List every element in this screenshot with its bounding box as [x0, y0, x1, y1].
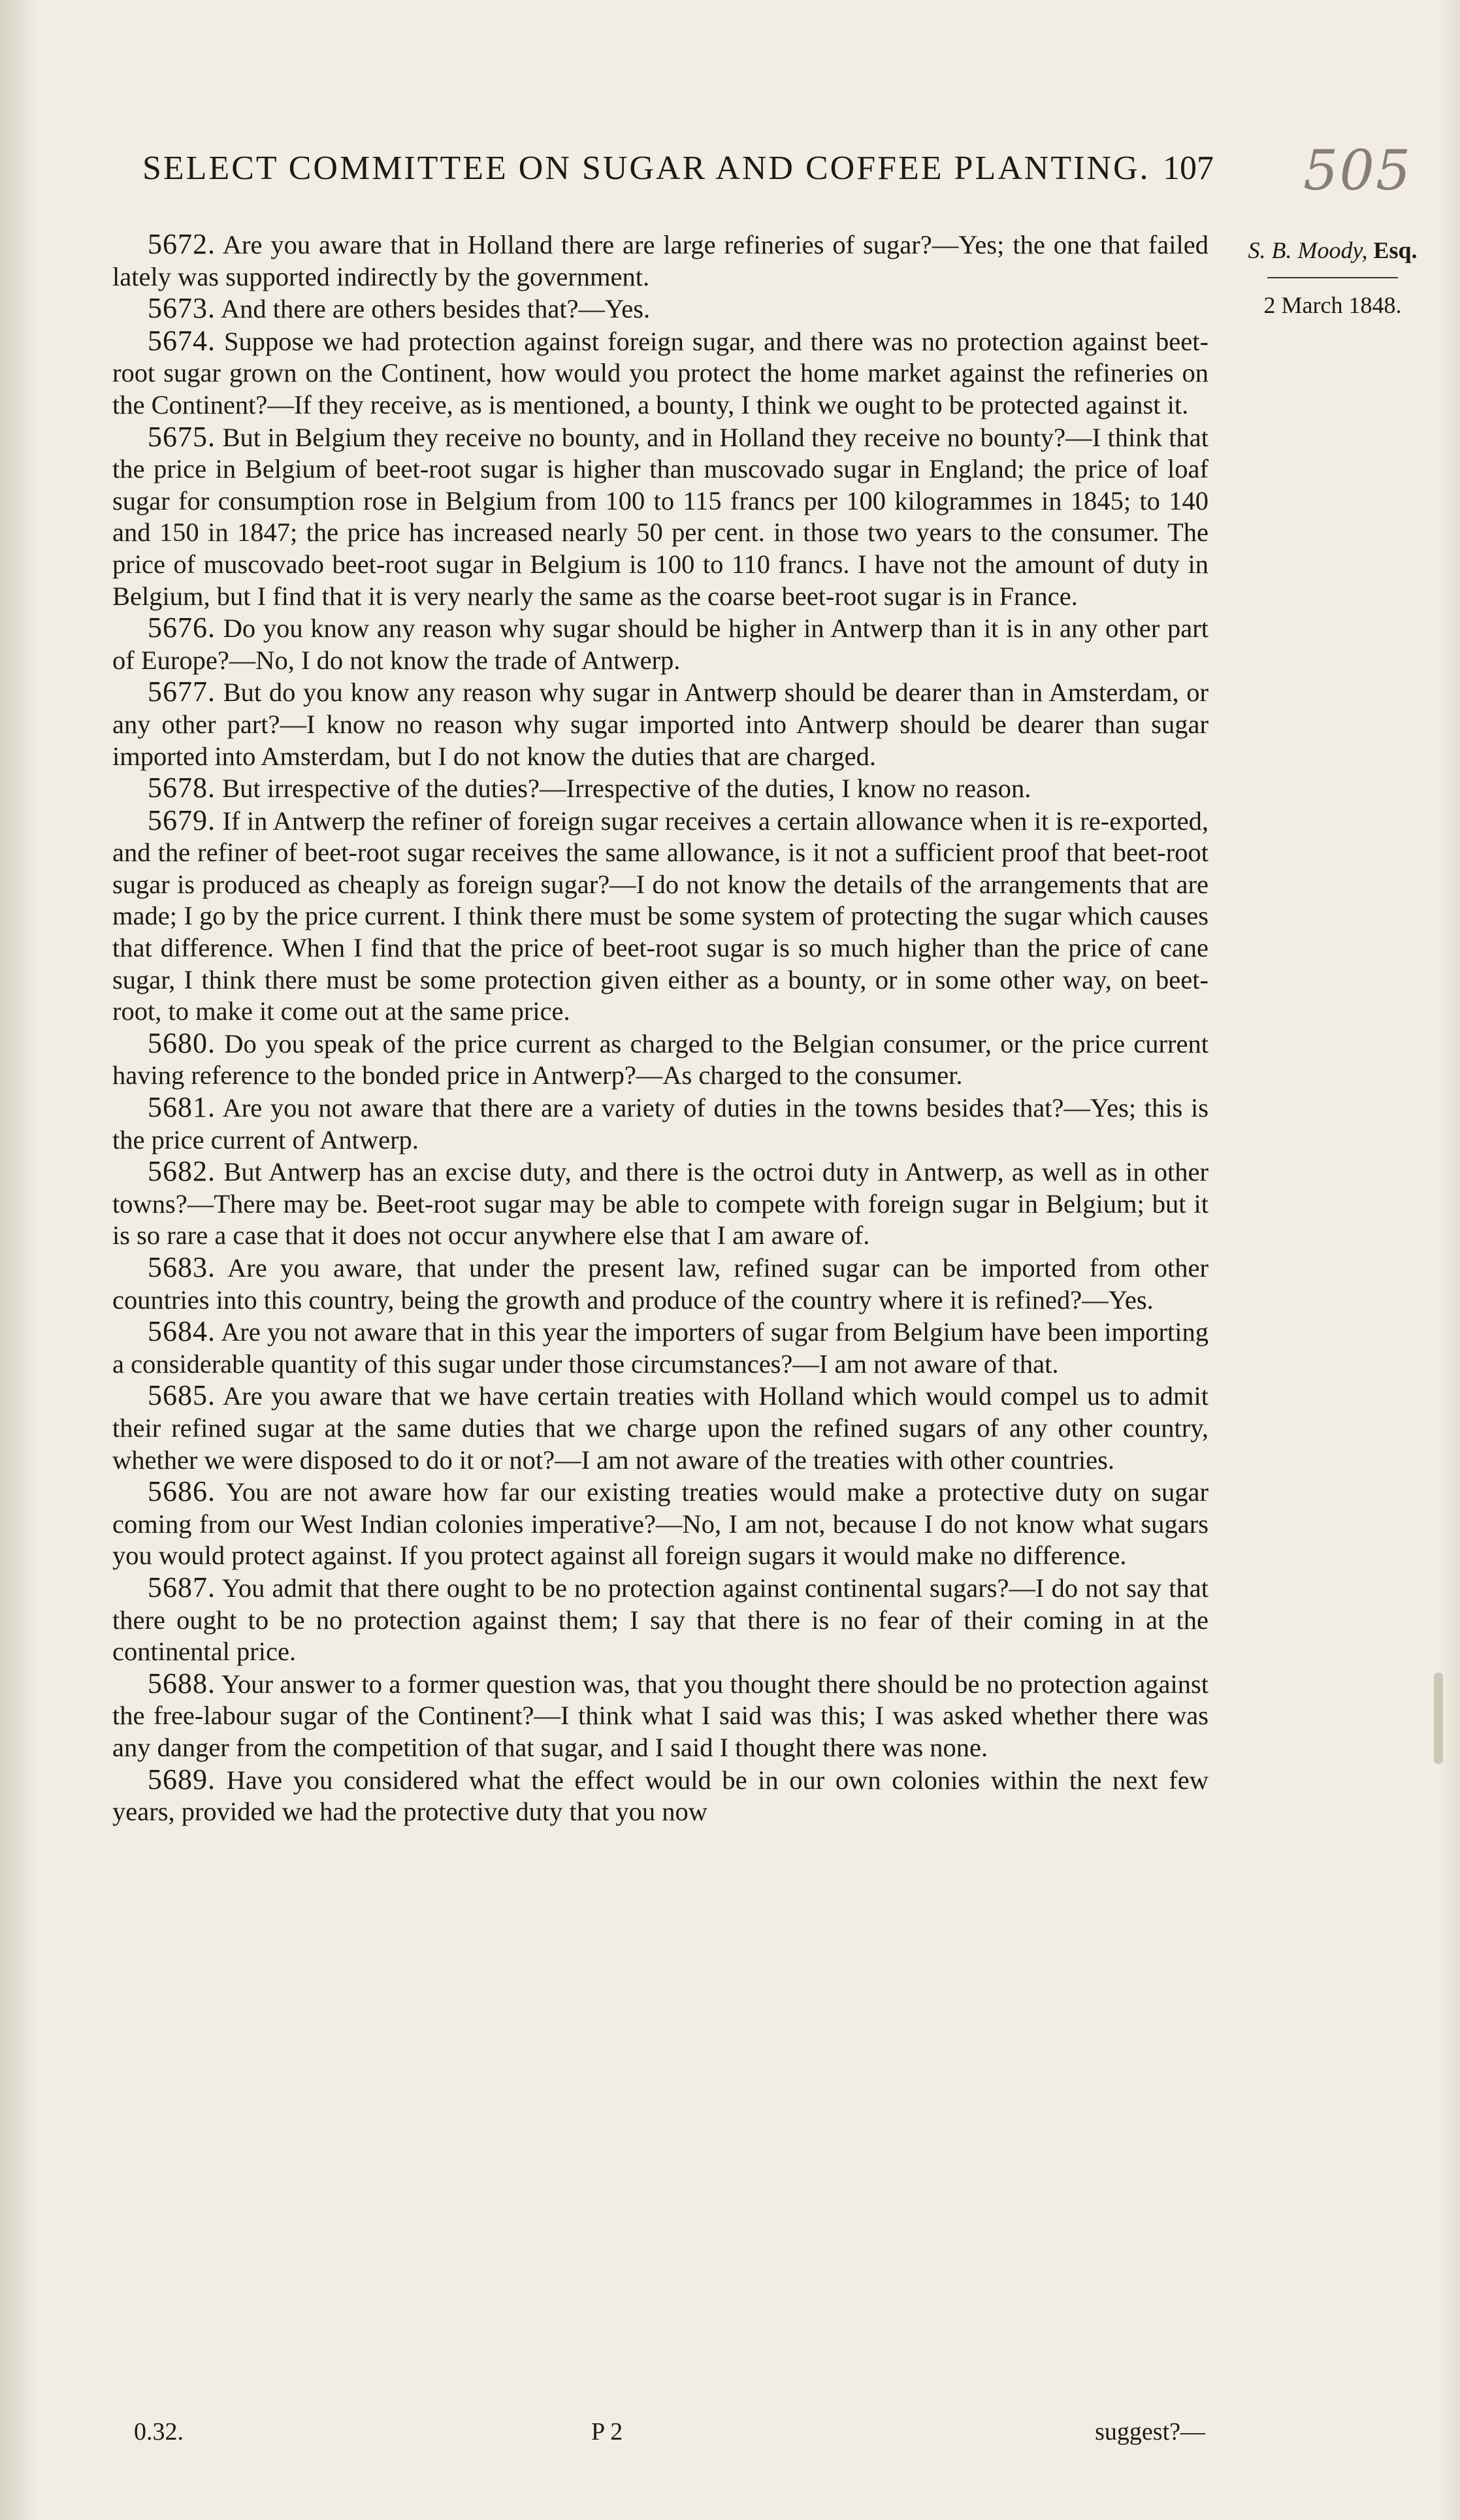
paper-stain — [1434, 1673, 1443, 1764]
question-5679: 5679. If in Antwerp the refiner of foreign sugar receives a certain allowance when it is re-exported, and the refiner of beet-root sugar receives the same allowance, is it not a sufficient proof that beet-root sugar is produced as cheaply as foreign sugar?—I do not know the details of the arrangements that are made; I go by the price current. I think there must be some system of protecting the sugar which causes that difference. When I find that the price of beet-root sugar is so much higher than the price of cane sugar, I think there must be some protection given either as a bounty, or in some other way, on beet-root, to make it come out at the same price. — [112, 804, 1209, 1026]
page-edge-shadow — [1440, 0, 1460, 2520]
question-5685: 5685. Are you aware that we have certain treaties with Holland which would compel us to admit their refined sugar at the same duties that we charge upon the refined sugars of any other country, whether we were disposed to do it or not?—I am not aware of the treaties with other countries. — [112, 1379, 1209, 1475]
margin-witness-note — [1228, 237, 1437, 319]
question-5683: 5683. Are you aware, that under the present law, refined sugar can be imported from other countries into this country, being the growth and produce of the country where it is refined?—Yes. — [112, 1251, 1209, 1315]
question-5677: 5677. But do you know any reason why sugar in Antwerp should be dearer than in Amsterdam, or any other part?—I know no reason why sugar imported into Antwerp should be dearer than sugar imported into Amsterdam, but I do not know the duties that are charged. — [112, 676, 1209, 771]
running-header — [142, 149, 1214, 201]
question-5678: 5678. But irrespective of the duties?—Irrespective of the duties, I know no reason. — [148, 772, 1031, 804]
witness-suffix: Esq. — [1373, 237, 1418, 263]
question-5680: 5680. Do you speak of the price current as charged to the Belgian consumer, or the price current having reference to the bonded price in Antwerp?—As charged to the consumer. — [112, 1026, 1209, 1090]
question-5688: 5688. Your answer to a former question was, that you thought there should be no protection against the free-labour sugar of the Continent?—I think what I said was this; I was asked whether there was any danger from the competition of that sugar, and I said I thought there was none. — [112, 1667, 1209, 1762]
witness-line — [1228, 237, 1437, 264]
footer-signature-mark: P 2 — [591, 2418, 623, 2446]
footer-catchword: suggest?— — [1095, 2418, 1205, 2446]
question-5674: 5674. Suppose we had protection against foreign sugar, and there was no protection against beet-root sugar grown on the Continent, how would you protect the home market against the refineries on the Continent?—If they receive, as is mentioned, a bounty, I think we ought to be protected against it. — [112, 324, 1209, 419]
page-number: 107 — [1163, 150, 1214, 187]
question-5672: 5672. Are you aware that in Holland there are large refineries of sugar?—Yes; the one that failed lately was supported indirectly by the government. — [112, 228, 1209, 291]
page-gutter-shadow — [0, 0, 39, 2520]
question-5686: 5686. You are not aware how far our existing treaties would make a protective duty on sugar coming from our West Indian colonies imperative?—No, I am not, because I do not know what sugars you would protect against. If you protect against all foreign sugars it would make no difference. — [112, 1475, 1209, 1571]
footer-sheet-number: 0.32. — [134, 2418, 184, 2446]
question-5682: 5682. But Antwerp has an excise duty, and there is the octroi duty in Antwerp, as well as in other towns?—There may be. Beet-root sugar may be able to compete with foreign sugar in Belgium; but it is so rare a case that it does not occur anywhere else that I am aware of. — [112, 1155, 1209, 1251]
question-5687: 5687. You admit that there ought to be no protection against continental sugars?—I do not say that there ought to be no protection against them; I say that there is no fear of their coming in at the continental price. — [112, 1571, 1209, 1667]
testimony-body — [112, 229, 1209, 1828]
margin-divider — [1267, 277, 1398, 278]
question-5673: 5673. And there are others besides that?—Yes. — [148, 292, 651, 325]
question-5675: 5675. But in Belgium they receive no bounty, and in Holland they receive no bounty?—I think that the price in Belgium of beet-root sugar is higher than muscovado sugar in England; the price of loaf sugar for consumption rose in Belgium from 100 to 115 francs per 100 kilogrammes in 1845; to 140 and 150 in 1847; the price has increased nearly 50 per cent. in those two years to the consumer. The price of muscovado beet-root sugar in Belgium is 100 to 110 francs. I have not the amount of duty in Belgium, but I find that it is very nearly the same as the coarse beet-root sugar is in France. — [112, 420, 1209, 611]
question-5684: 5684. Are you not aware that in this year the importers of sugar from Belgium have been importing a considerable quantity of this sugar under those circumstances?—I am not aware of that. — [112, 1315, 1209, 1379]
handwritten-folio-number: 505 — [1303, 139, 1412, 203]
question-5681: 5681. Are you not aware that there are a variety of duties in the towns besides that?—Yes; this is the price current of Antwerp. — [112, 1091, 1209, 1154]
witness-date: 2 March 1848. — [1263, 292, 1402, 318]
page-footer — [134, 2417, 1205, 2457]
question-5689: 5689. Have you considered what the effect would be in our own colonies within the next few years, provided we had the protective duty that you now — [112, 1763, 1209, 1827]
header-title: SELECT COMMITTEE ON SUGAR AND COFFEE PLANTING. — [142, 150, 1150, 187]
witness-name: S. B. Moody, — [1248, 237, 1368, 263]
question-5676: 5676. Do you know any reason why sugar should be higher in Antwerp than it is in any other part of Europe?—No, I do not know the trade of Antwerp. — [112, 612, 1209, 675]
